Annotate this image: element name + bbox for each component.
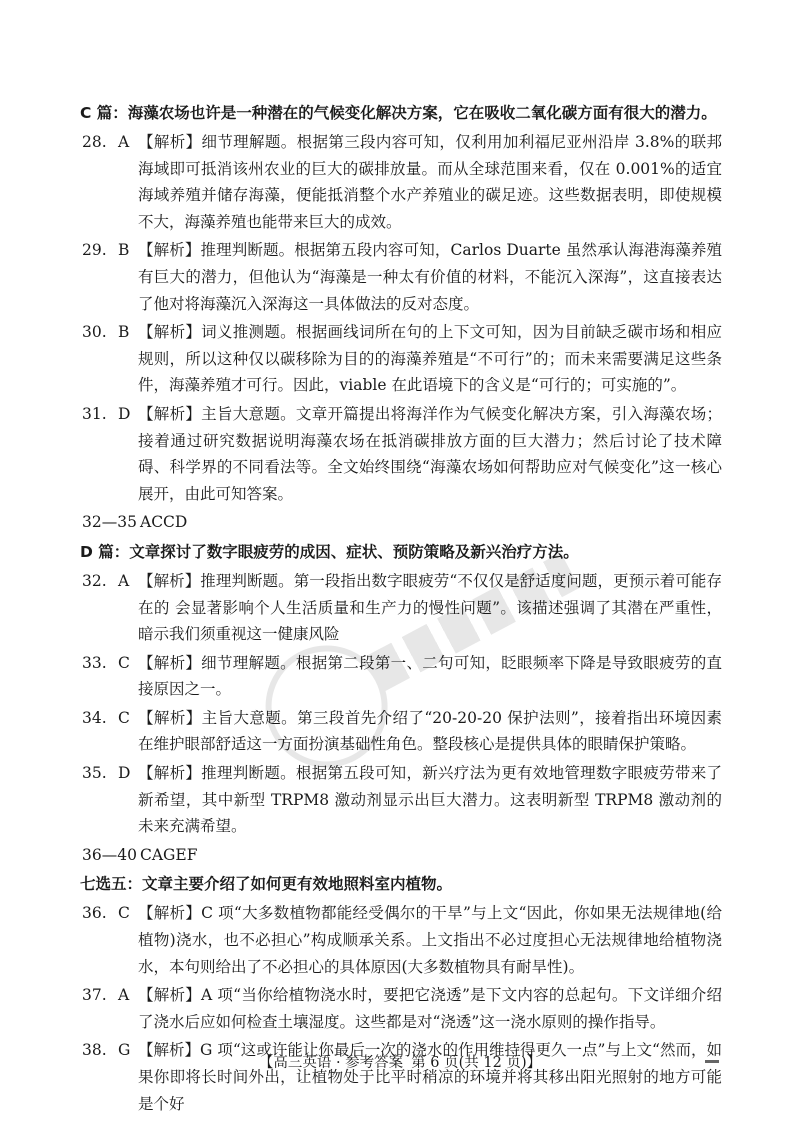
footer-subject: 【高三英语 · 参考答案 (258, 1055, 404, 1071)
analysis-text: 词义推测题。根据画线词所在句的上下文可知，因为目前缺乏碳市场和相应规则，所以这种仅以碳移除为目的的海藻养殖是“不可行”的；而未来需要满足这些条件，海藻养殖才可行。因此，viable 在此语境下的含义是“可行的；可实施的”。 (138, 323, 722, 395)
question-number: 36. (82, 904, 107, 923)
analysis-tag: 【解析】 (138, 323, 202, 342)
analysis-tag: 【解析】 (138, 1041, 201, 1060)
answer-letter: D (118, 404, 131, 423)
analysis-text: A 项“当你给植物浇水时，要把它浇透”是下文内容的总起句。下文详细介绍了浇水后应如何检查土壤湿度。这些都是对“浇透”这一浇水原则的操作指导。 (138, 986, 722, 1031)
question-number: 29. (82, 241, 107, 260)
answer-letter: B (118, 241, 130, 260)
question-number: 31. (82, 404, 107, 423)
analysis-tag: 【解析】 (138, 986, 202, 1005)
group-answer-36-40 (82, 842, 722, 869)
answer-item-34 (82, 705, 722, 758)
group-answers: CAGEF (140, 845, 198, 864)
answer-letter: B (118, 323, 130, 342)
answer-letter: G (118, 1041, 131, 1060)
answer-item-36 (82, 900, 722, 980)
analysis-text: 主旨大意题。第三段首先介绍了“20-20-20 保护法则”，接着指出环境因素在维护眼部舒适这一方面扮演基础性角色。整段核心是提供具体的眼睛保护策略。 (138, 708, 722, 754)
question-number: 28. (82, 133, 107, 151)
analysis-tag: 【解析】 (138, 764, 202, 783)
answer-item-35 (82, 760, 722, 840)
answer-letter: A (118, 133, 130, 151)
group-range: 36—40 (82, 845, 137, 864)
section-heading-seven-choose-five: 七选五：文章主要介绍了如何更有效地照料室内植物。 (80, 875, 453, 894)
answer-item-32 (82, 568, 722, 648)
section-heading-d: D 篇：文章探讨了数字眼疲劳的成因、症状、预防策略及新兴治疗方法。 (80, 542, 579, 561)
question-number: 32. (82, 571, 107, 590)
analysis-text: 推理判断题。第一段指出数字眼疲劳“不仅仅是舒适度问题，更预示着可能存在的 会显著影响个人生活质量和生产力的慢性问题”。该描述强调了其潜在严重性，暗示我们须重视这一健康风险 (138, 571, 722, 644)
answer-item-38 (82, 1037, 722, 1117)
question-number: 34. (82, 708, 107, 727)
question-number: 37. (82, 986, 107, 1005)
answer-key-content (82, 97, 722, 1119)
group-range: 32—35 (82, 513, 137, 532)
answer-item-31 (82, 401, 722, 507)
answer-letter: C (118, 708, 130, 727)
footer-page-number: 第 6 页(共 12 页)】 (411, 1055, 542, 1071)
answer-item-28 (82, 129, 722, 235)
analysis-tag: 【解析】 (138, 708, 202, 727)
analysis-tag: 【解析】 (138, 133, 202, 151)
analysis-text: 细节理解题。根据第二段第一、二句可知，眨眼频率下降是导致眼疲劳的直接原因之一。 (138, 653, 722, 699)
analysis-text: 细节理解题。根据第三段内容可知，仅利用加利福尼亚州沿岸 3.8%的联邦海域即可抵消该州农业的巨大的碳排放量。而从全球范围来看，仅在 0.001%的适宜海域养殖并储存海藻，便能抵消整个水产养殖业的碳足迹。这些数据表明，即使规模不大，海藻养殖也能带来巨大的成效。 (138, 133, 722, 231)
answer-item-33 (82, 650, 722, 703)
question-number: 38. (82, 1041, 107, 1060)
answer-letter: A (118, 986, 130, 1005)
question-number: 33. (82, 653, 107, 672)
analysis-text: 主旨大意题。文章开篇提出将海洋作为气候变化解决方案，引入海藻农场；接着通过研究数据说明海藻农场在抵消碳排放方面的巨大潜力；然后讨论了技术障碍、科学界的不同看法等。全文始终围绕“海藻农场如何帮助应对气候变化”这一核心展开，由此可知答案。 (138, 404, 722, 503)
analysis-text: C 项“大多数植物都能经受偶尔的干旱”与上文“因此，你如果无法规律地(给植物)浇水，也不必担心”构成顺承关系。上文指出不必过度担心无法规律地给植物浇水，本句则给出了不必担心的具体原因(大多数植物具有耐旱性)。 (138, 904, 722, 976)
analysis-tag: 【解析】 (138, 571, 201, 590)
analysis-tag: 【解析】 (138, 241, 201, 260)
analysis-tag: 【解析】 (138, 653, 202, 672)
analysis-text: 推理判断题。根据第五段内容可知，Carlos Duarte 虽然承认海港海藻养殖有巨大的潜力，但他认为“海藻是一种太有价值的材料，不能沉入深海”，这直接表达了他对将海藻沉入深海这一具体做法的反对态度。 (138, 241, 722, 313)
question-number: 35. (82, 764, 107, 783)
answer-letter: C (118, 653, 130, 672)
answer-letter: A (118, 571, 130, 590)
analysis-tag: 【解析】 (138, 404, 202, 423)
question-number: 30. (82, 323, 107, 342)
analysis-text: 推理判断题。根据第五段可知，新兴疗法为更有效地管理数字眼疲劳带来了新希望，其中新型 TRPM8 激动剂显示出巨大潜力。这表明新型 TRPM8 激动剂的未来充满希望。 (138, 764, 722, 836)
answer-item-30 (82, 319, 722, 399)
analysis-tag: 【解析】 (138, 904, 202, 923)
section-heading-c: C 篇：海藻农场也许是一种潜在的气候变化解决方案，它在吸收二氧化碳方面有很大的潜力。 (80, 104, 717, 122)
answer-letter: D (118, 764, 131, 783)
page-corner-mark (705, 1060, 719, 1063)
page-footer (0, 1051, 800, 1072)
answer-letter: C (118, 904, 130, 923)
answer-item-29 (82, 237, 722, 317)
answer-item-37 (82, 982, 722, 1035)
group-answers: ACCD (140, 513, 188, 532)
group-answer-32-35 (82, 509, 722, 536)
analysis-text: G 项“这或许能让你最后一次的浇水的作用维持得更久一点”与上文“然而，如果你即将长时间外出，让植物处于比平时稍凉的环境并将其移出阳光照射的地方可能是个好 (138, 1041, 722, 1113)
